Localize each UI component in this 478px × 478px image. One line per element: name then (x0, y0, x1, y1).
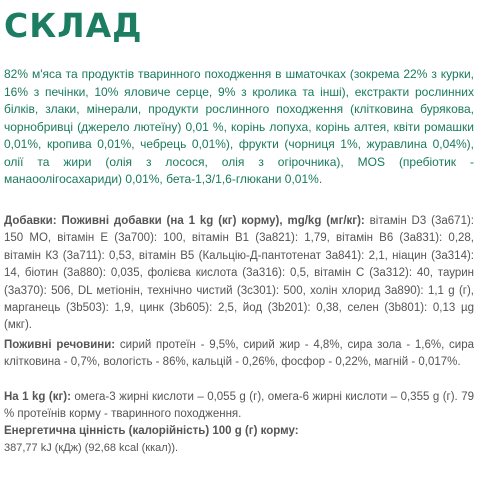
nutrients-text: сирий протеїн - 9,5%, сирий жир - 4,8%, сира зола - 1,6%, сира клітковина - 0,7%, вологість - 86%, кальцій - 0,26%, фосфор - 0,22%, магній - 0,017%. (4, 339, 474, 369)
additives-text: вітамін D3 (3а671): 150 МО, вітамін Е (3а700): 100, вітамін В1 (3а821): 1,79, вітамін В6 (3а831): 0,28, вітамін К3 (3а711): 0,53, вітамін В5 (Кальцію-Д-пантотенат 3а841): 2,1, ніацин (3а314): 14, біотин (3а880): 0,035, фолієва кислота (3а316): 0,5, вітамін С (3а312): 40, таурин (3а370): 506, DL метіонін, технічно чистий (3с301): 500, холін хлорид 3а890): 1,1 g (г), марганець (3b503): 1,9, цинк (3b605): 2,5, йод (3b201): 0,38, селен (3b801): 0,13 µg (мкг). (4, 215, 474, 332)
page-title: СКЛАД (4, 6, 143, 45)
fatty-acids-label: На 1 kg (кг): (4, 391, 71, 403)
energy-value: 387,77 kJ (кДж) (92,68 kcal (ккал)). (4, 442, 179, 454)
composition-text: 82% м'яса та продуктів тваринного походження в шматочках (зокрема 22% з курки, 16% з печінки, 10% яловиче серце, 9% з кролика та інші), екстракти рослинних білків, злаки, мінерали, продукти рослинного походження (клітковина бурякова, чорнобривці (джерело лютеїну) 0,01 %, корінь лопуха, корінь алтея, квіти ромашки 0,01%, кропива 0,01%, чебрець 0,01%), фрукти (чорниця 1%, журавлина 0,04%), олії та жири (олія з лосося, олія з огірочника), MOS (пребіотик - манаоолігосахариди) 0,01%, бета-1,3/1,6-глюкани 0,01%. (4, 67, 474, 186)
fatty-acids-text: омега-3 жирні кислоти – 0,055 g (г), омега-6 жирні кислоти – 0,355 g (г). 79 % протеїнів корму - тваринного походження. (4, 391, 474, 421)
additives-section (4, 213, 474, 335)
nutrients-label: Поживні речовини: (4, 339, 116, 351)
fatty-acids-section (4, 389, 474, 424)
nutrients-section (4, 337, 474, 372)
energy-label: Енергетична цінність (калорійність) 100 g (г) корму: (4, 425, 299, 437)
additives-label: Добавки: Поживні добавки (на 1 kg (кг) корму), mg/kg (мг/кг): (4, 215, 365, 227)
